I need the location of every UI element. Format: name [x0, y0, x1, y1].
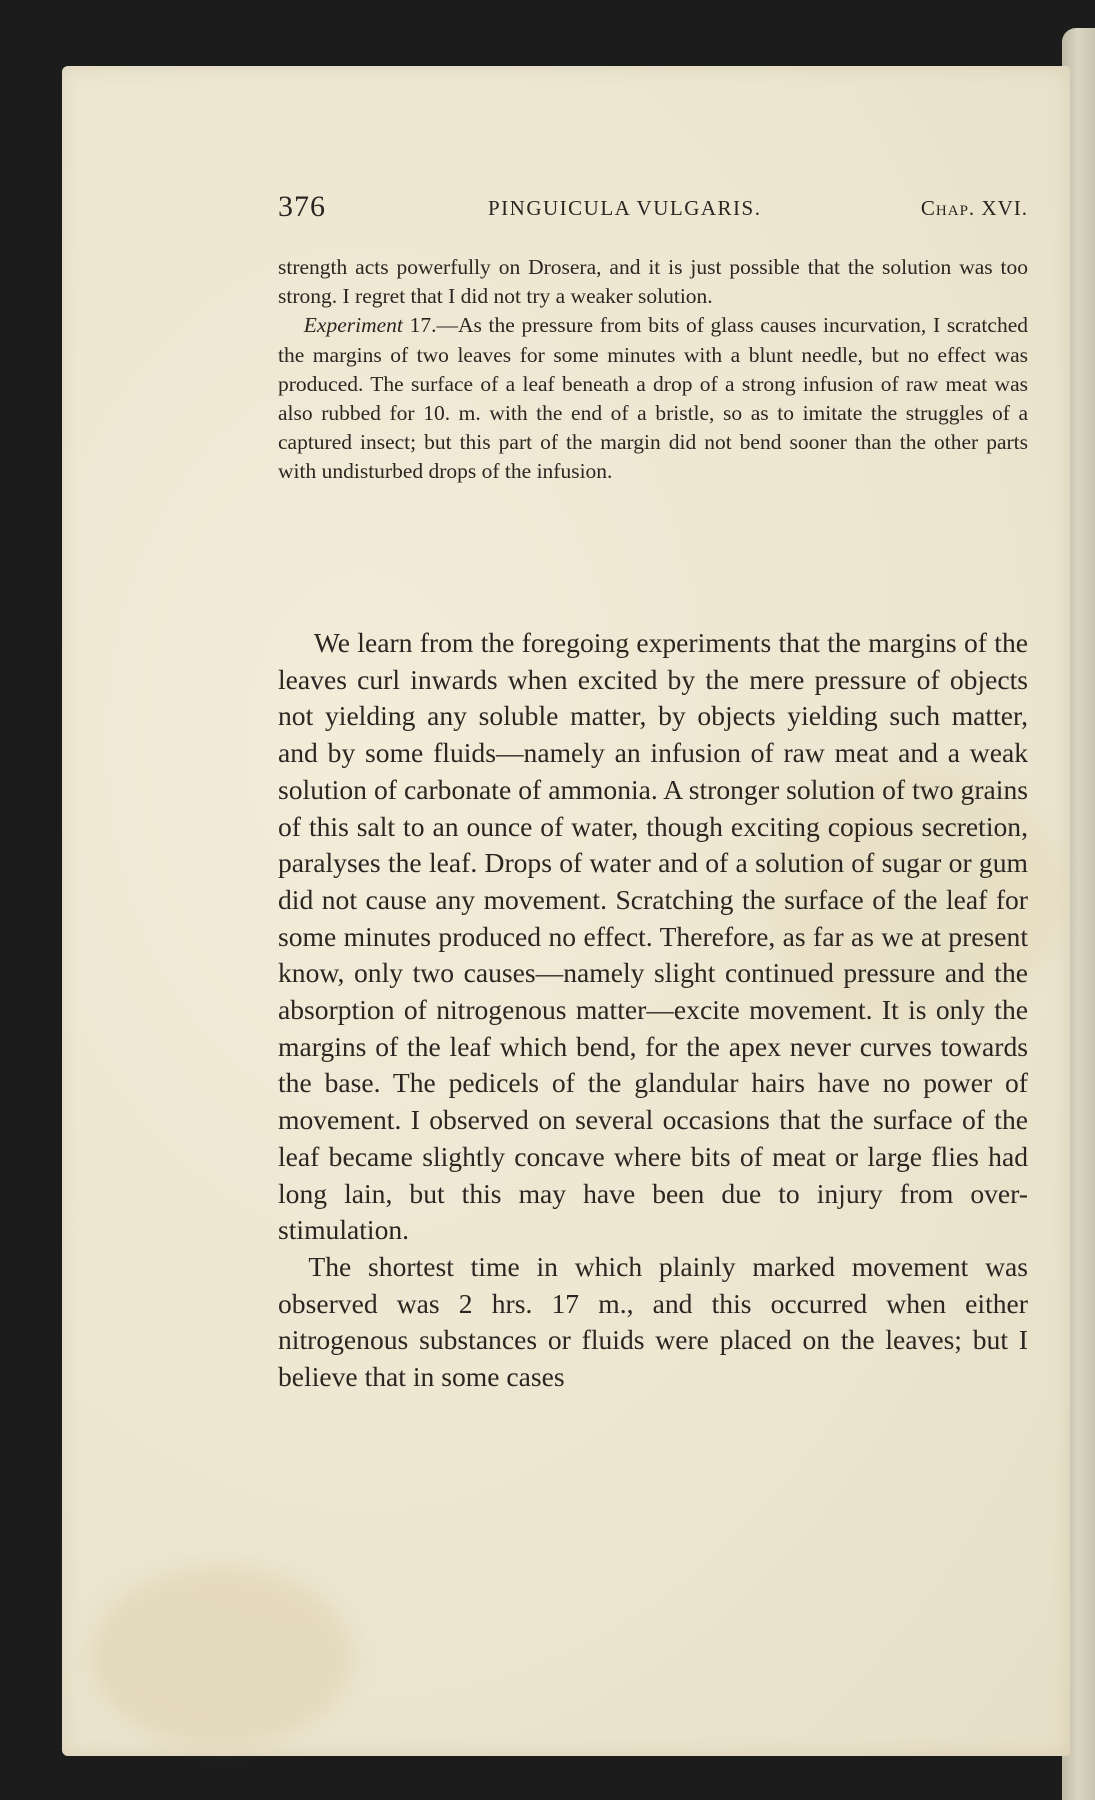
experiment-label: Experiment: [303, 313, 403, 338]
continuation-paragraph: strength acts powerfully on Drosera, and it is just possible that the solution was too strong. I regret that I did not try a weaker solution.: [278, 255, 1028, 309]
experiment-paragraph: [278, 311, 1028, 486]
chapter-label: Chap. XVI.: [920, 196, 1028, 220]
page-stain: [92, 1566, 352, 1746]
summary-paragraph: We learn from the foregoing experiments that the margins of the leaves curl inwards when excited by the mere pressure of objects not yielding any soluble matter, by objects yielding such matter, and by some fluids—namely an infusion of raw meat and a weak solution of carbonate of ammonia. A stronger solution of two grains of this salt to an ounce of water, though exciting copious secretion, paralyses the leaf. Drops of water and of a solution of sugar or gum did not cause any movement. Scratching the surface of the leaf for some minutes produced no effect. Therefore, as far as we at present know, only two causes—namely slight continued pressure and the absorption of nitrogenous matter—excite movement. It is only the margins of the leaf which bend, for the apex never curves towards the base. The pedicels of the glandular hairs have no power of movement. I observed on several occasions that the surface of the leaf became slightly concave where bits of meat or large flies had long lain, but this may have been due to injury from over-stimulation.: [278, 627, 1028, 1246]
running-title: PINGUICULA VULGARIS.: [488, 196, 762, 220]
timing-paragraph: The shortest time in which plainly marked movement was observed was 2 hrs. 17 m., and this occurred when either nitrogenous substances or fluids were placed on the leaves; but I believe that in some cases: [278, 1250, 1028, 1393]
main-text-section: [278, 625, 1028, 1396]
small-print-section: [278, 253, 1028, 487]
page-header: [278, 190, 1028, 222]
experiment-text: 17.—As the pressure from bits of glass causes incurvation, I scratched the margins of two leaves for some minutes with a blunt needle, but no effect was produced. The surface of a leaf beneath a drop of a strong infusion of raw meat was also rubbed for 10. m. with the end of a bristle, so as to imitate the struggles of a captured insect; but this part of the margin did not bend sooner than the other parts with undisturbed drops of the infusion.: [278, 313, 1028, 484]
page-number: 376: [278, 190, 326, 223]
